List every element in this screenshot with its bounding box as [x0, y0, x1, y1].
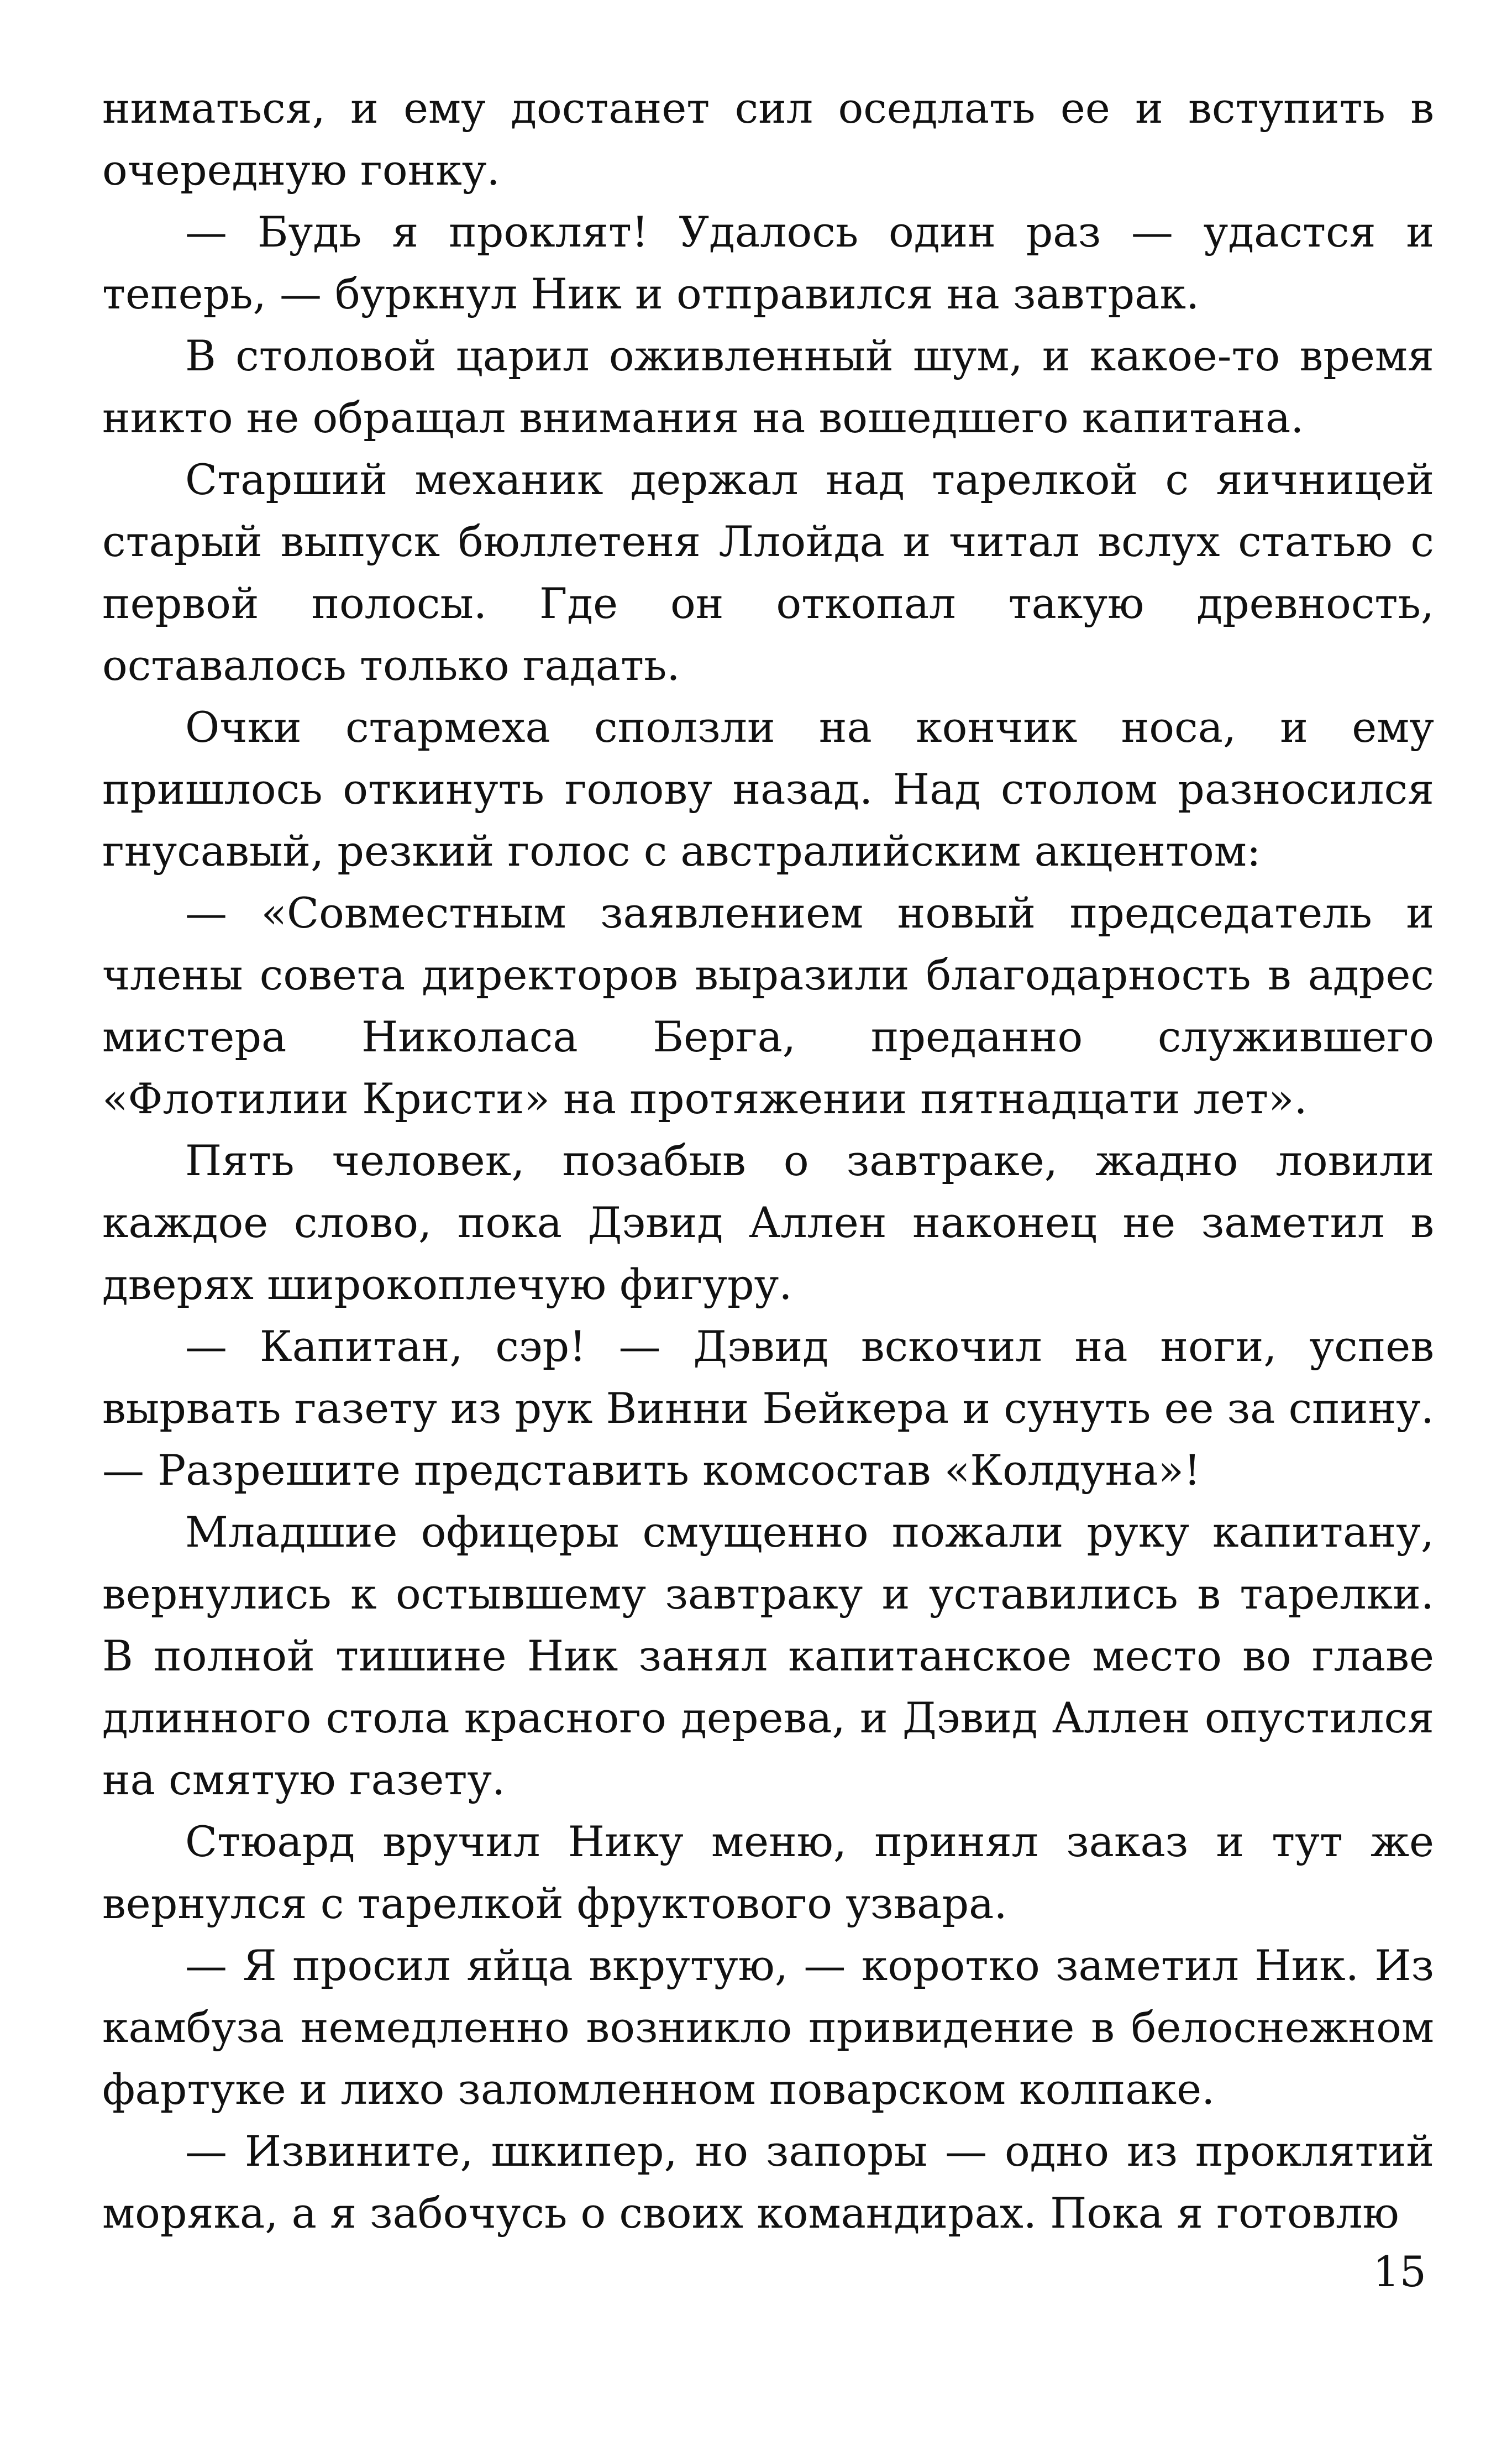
paragraph-10: Стюард вручил Нику меню, принял заказ и тут же вернулся с тарелкой фруктового узвара. — [102, 1817, 1434, 1928]
body-text — [102, 77, 1434, 2244]
paragraph-11: — Я просил яйца вкрутую, — коротко заметил Ник. Из камбуза немедленно возникло привидение в белоснежном фартуке и лихо заломленном поварском колпаке. — [102, 1941, 1434, 2114]
paragraph-6: — «Совместным заявлением новый председатель и члены совета директоров выразили благодарность в адрес мистера Николаса Берга, преданно служившего «Флотилии Кристи» на протяжении пятнадцати лет». — [102, 888, 1434, 1123]
paragraph-5: Очки стармеха сползли на кончик носа, и ему пришлось откинуть голову назад. Над столом разносился гнусавый, резкий голос с австралийским акцентом: — [102, 703, 1434, 876]
paragraph-8: — Капитан, сэр! — Дэвид вскочил на ноги, успев вырвать газету из рук Винни Бейкера и сунуть ее за спину. — Разрешите представить комсостав «Колдуна»! — [102, 1322, 1434, 1495]
paragraph-1: ниматься, и ему достанет сил оседлать ее и вступить в очередную гонку. — [102, 83, 1434, 195]
paragraph-12: — Извините, шкипер, но запоры — одно из проклятий моряка, а я забочусь о своих командирах. Пока я готовлю — [102, 2126, 1434, 2238]
paragraph-9: Младшие офицеры смущенно пожали руку капитану, вернулись к остывшему завтраку и уставились в тарелки. В полной тишине Ник занял капитанское место во главе длинного стола красного дерева, и Дэвид Аллен опустился на смятую газету. — [102, 1507, 1434, 1804]
paragraph-4: Старший механик держал над тарелкой с яичницей старый выпуск бюллетеня Ллойда и читал вслух статью с первой полосы. Где он откопал такую древность, оставалось только гадать. — [102, 455, 1434, 690]
paragraph-7: Пять человек, позабыв о завтраке, жадно ловили каждое слово, пока Дэвид Аллен наконец не заметил в дверях широкоплечую фигуру. — [102, 1136, 1434, 1309]
page-number: 15 — [1373, 2247, 1426, 2296]
paragraph-2: — Будь я проклят! Удалось один раз — удастся и теперь, — буркнул Ник и отправился на завтрак. — [102, 207, 1434, 318]
paragraph-3: В столовой царил оживленный шум, и какое-то время никто не обращал внимания на вошедшего капитана. — [102, 331, 1434, 442]
